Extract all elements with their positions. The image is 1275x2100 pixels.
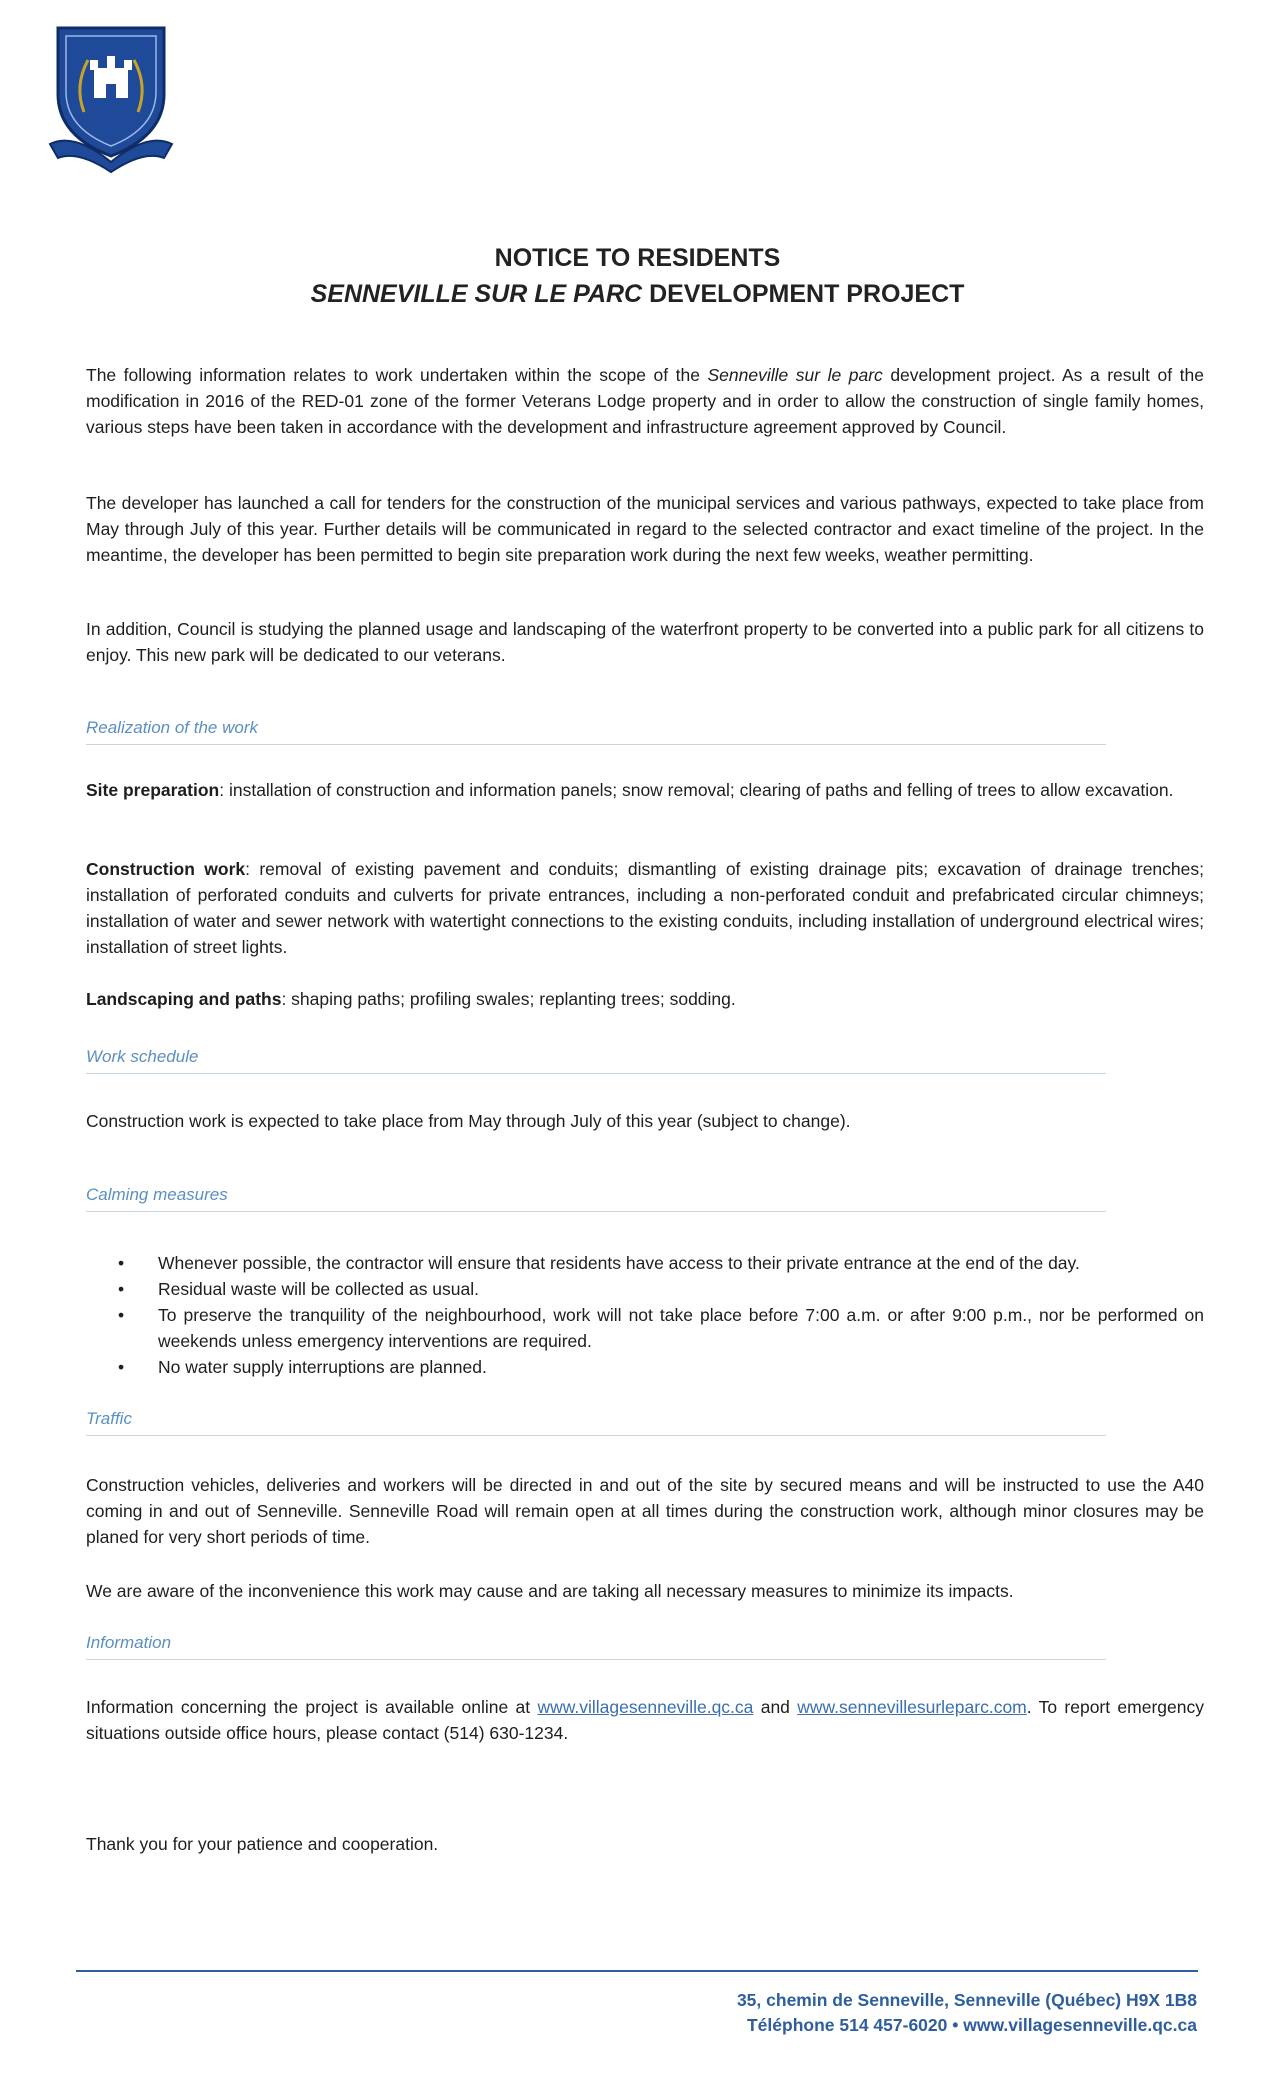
section-heading-realization: Realization of the work bbox=[86, 718, 1106, 745]
information-text-and: and bbox=[753, 1697, 798, 1717]
site-preparation-label: Site preparation bbox=[86, 780, 220, 800]
intro-paragraph-2: The developer has launched a call for tenders for the construction of the municipal services and various pathways, expected to take place from May through July of this year. Further details will be communicated in regard to the selected contractor and exact timeline of the project. In the meantime, the developer has been permitted to begin site preparation work during the next few weeks, weather permitting. bbox=[86, 493, 1204, 565]
project-title-rest: DEVELOPMENT PROJECT bbox=[642, 280, 965, 308]
closing-line: Thank you for your patience and cooperation. bbox=[86, 1834, 439, 1854]
list-item bbox=[112, 1302, 1204, 1354]
section-heading-information: Information bbox=[86, 1633, 1106, 1660]
calming-measures-list bbox=[112, 1250, 1204, 1380]
site-preparation-text: : installation of construction and information panels; snow removal; clearing of paths and felling of trees to allow excavation. bbox=[219, 780, 1174, 800]
list-item bbox=[112, 1276, 1204, 1302]
schedule-paragraph: Construction work is expected to take place from May through July of this year (subject to change). bbox=[86, 1111, 851, 1131]
notice-title: NOTICE TO RESIDENTS bbox=[494, 244, 781, 272]
list-item-text: No water supply interruptions are planned. bbox=[158, 1357, 487, 1377]
footer-address: 35, chemin de Senneville, Senneville (Québec) H9X 1B8 bbox=[736, 1990, 1197, 2010]
landscaping-paragraph bbox=[86, 986, 1204, 1012]
bullet-icon: • bbox=[118, 1253, 125, 1273]
information-text: Information concerning the project is available online at bbox=[86, 1697, 538, 1717]
project-name: SENNEVILLE SUR LE PARC bbox=[310, 280, 643, 308]
landscaping-text: : shaping paths; profiling swales; replanting trees; sodding. bbox=[281, 989, 736, 1009]
intro-paragraph-3: In addition, Council is studying the planned usage and landscaping of the waterfront property to be converted into a public park for all citizens to enjoy. This new park will be dedicated to our veterans. bbox=[86, 619, 1204, 665]
project-name-inline: Senneville sur le parc bbox=[707, 365, 883, 385]
landscaping-label: Landscaping and paths bbox=[86, 989, 282, 1009]
traffic-paragraph-1: Construction vehicles, deliveries and workers will be directed in and out of the site by secured means and will be instructed to use the A40 coming in and out of Senneville. Senneville Road will remain open at all times during the construction work, although minor closures may be planed for very short periods of time. bbox=[86, 1475, 1204, 1547]
site-preparation-paragraph bbox=[86, 777, 1204, 803]
village-website-link[interactable]: www.villagesenneville.qc.ca bbox=[537, 1697, 754, 1717]
bullet-icon: • bbox=[118, 1357, 125, 1377]
intro-paragraph-1 bbox=[86, 362, 1204, 440]
information-paragraph bbox=[86, 1694, 1204, 1746]
list-item-text: Residual waste will be collected as usual. bbox=[158, 1279, 479, 1299]
information-text-contact: . To report emergency situations outside office hours, please contact (514) 630-1234. bbox=[86, 1697, 1204, 1743]
section-heading-calming: Calming measures bbox=[86, 1185, 1106, 1212]
section-heading-schedule: Work schedule bbox=[86, 1047, 1106, 1074]
list-item-text: To preserve the tranquility of the neighbourhood, work will not take place before 7:00 a.m. or after 9:00 p.m., nor be performed on weekends unless emergency interventions are required. bbox=[158, 1305, 1204, 1351]
project-title bbox=[0, 280, 1275, 309]
traffic-paragraph-2: We are aware of the inconvenience this work may cause and are taking all necessary measures to minimize its impacts. bbox=[86, 1581, 1014, 1601]
intro-text-continued: development project. As a result of the modification in 2016 of the RED-01 zone of the former Veterans Lodge property and in order to allow the construction of single family homes, various steps have been taken in accordance with the development and infrastructure agreement approved by Council. bbox=[86, 365, 1204, 437]
municipal-crest-logo bbox=[44, 16, 178, 176]
list-item-text: Whenever possible, the contractor will ensure that residents have access to their private entrance at the end of the day. bbox=[158, 1253, 1080, 1273]
intro-text: The following information relates to work undertaken within the scope of the bbox=[86, 365, 708, 385]
construction-work-label: Construction work bbox=[86, 859, 246, 879]
footer-contact: Téléphone 514 457-6020 • www.villagesenneville.qc.ca bbox=[746, 2015, 1197, 2035]
section-heading-traffic: Traffic bbox=[86, 1409, 1106, 1436]
list-item bbox=[112, 1354, 1204, 1380]
construction-work-paragraph bbox=[86, 856, 1204, 960]
project-website-link[interactable]: www.sennevillesurleparc.com bbox=[797, 1697, 1027, 1717]
bullet-icon: • bbox=[118, 1279, 125, 1299]
bullet-icon: • bbox=[118, 1305, 125, 1325]
footer-divider bbox=[76, 1970, 1198, 1972]
construction-work-text: : removal of existing pavement and conduits; dismantling of existing drainage pits; excavation of drainage trenches; installation of perforated conduits and culverts for private entrances, including a non-perforated conduit and prefabricated circular chimneys; installation of water and sewer network with watertight connections to the existing conduits, including installation of underground electrical wires; installation of street lights. bbox=[86, 859, 1204, 957]
list-item bbox=[112, 1250, 1204, 1276]
